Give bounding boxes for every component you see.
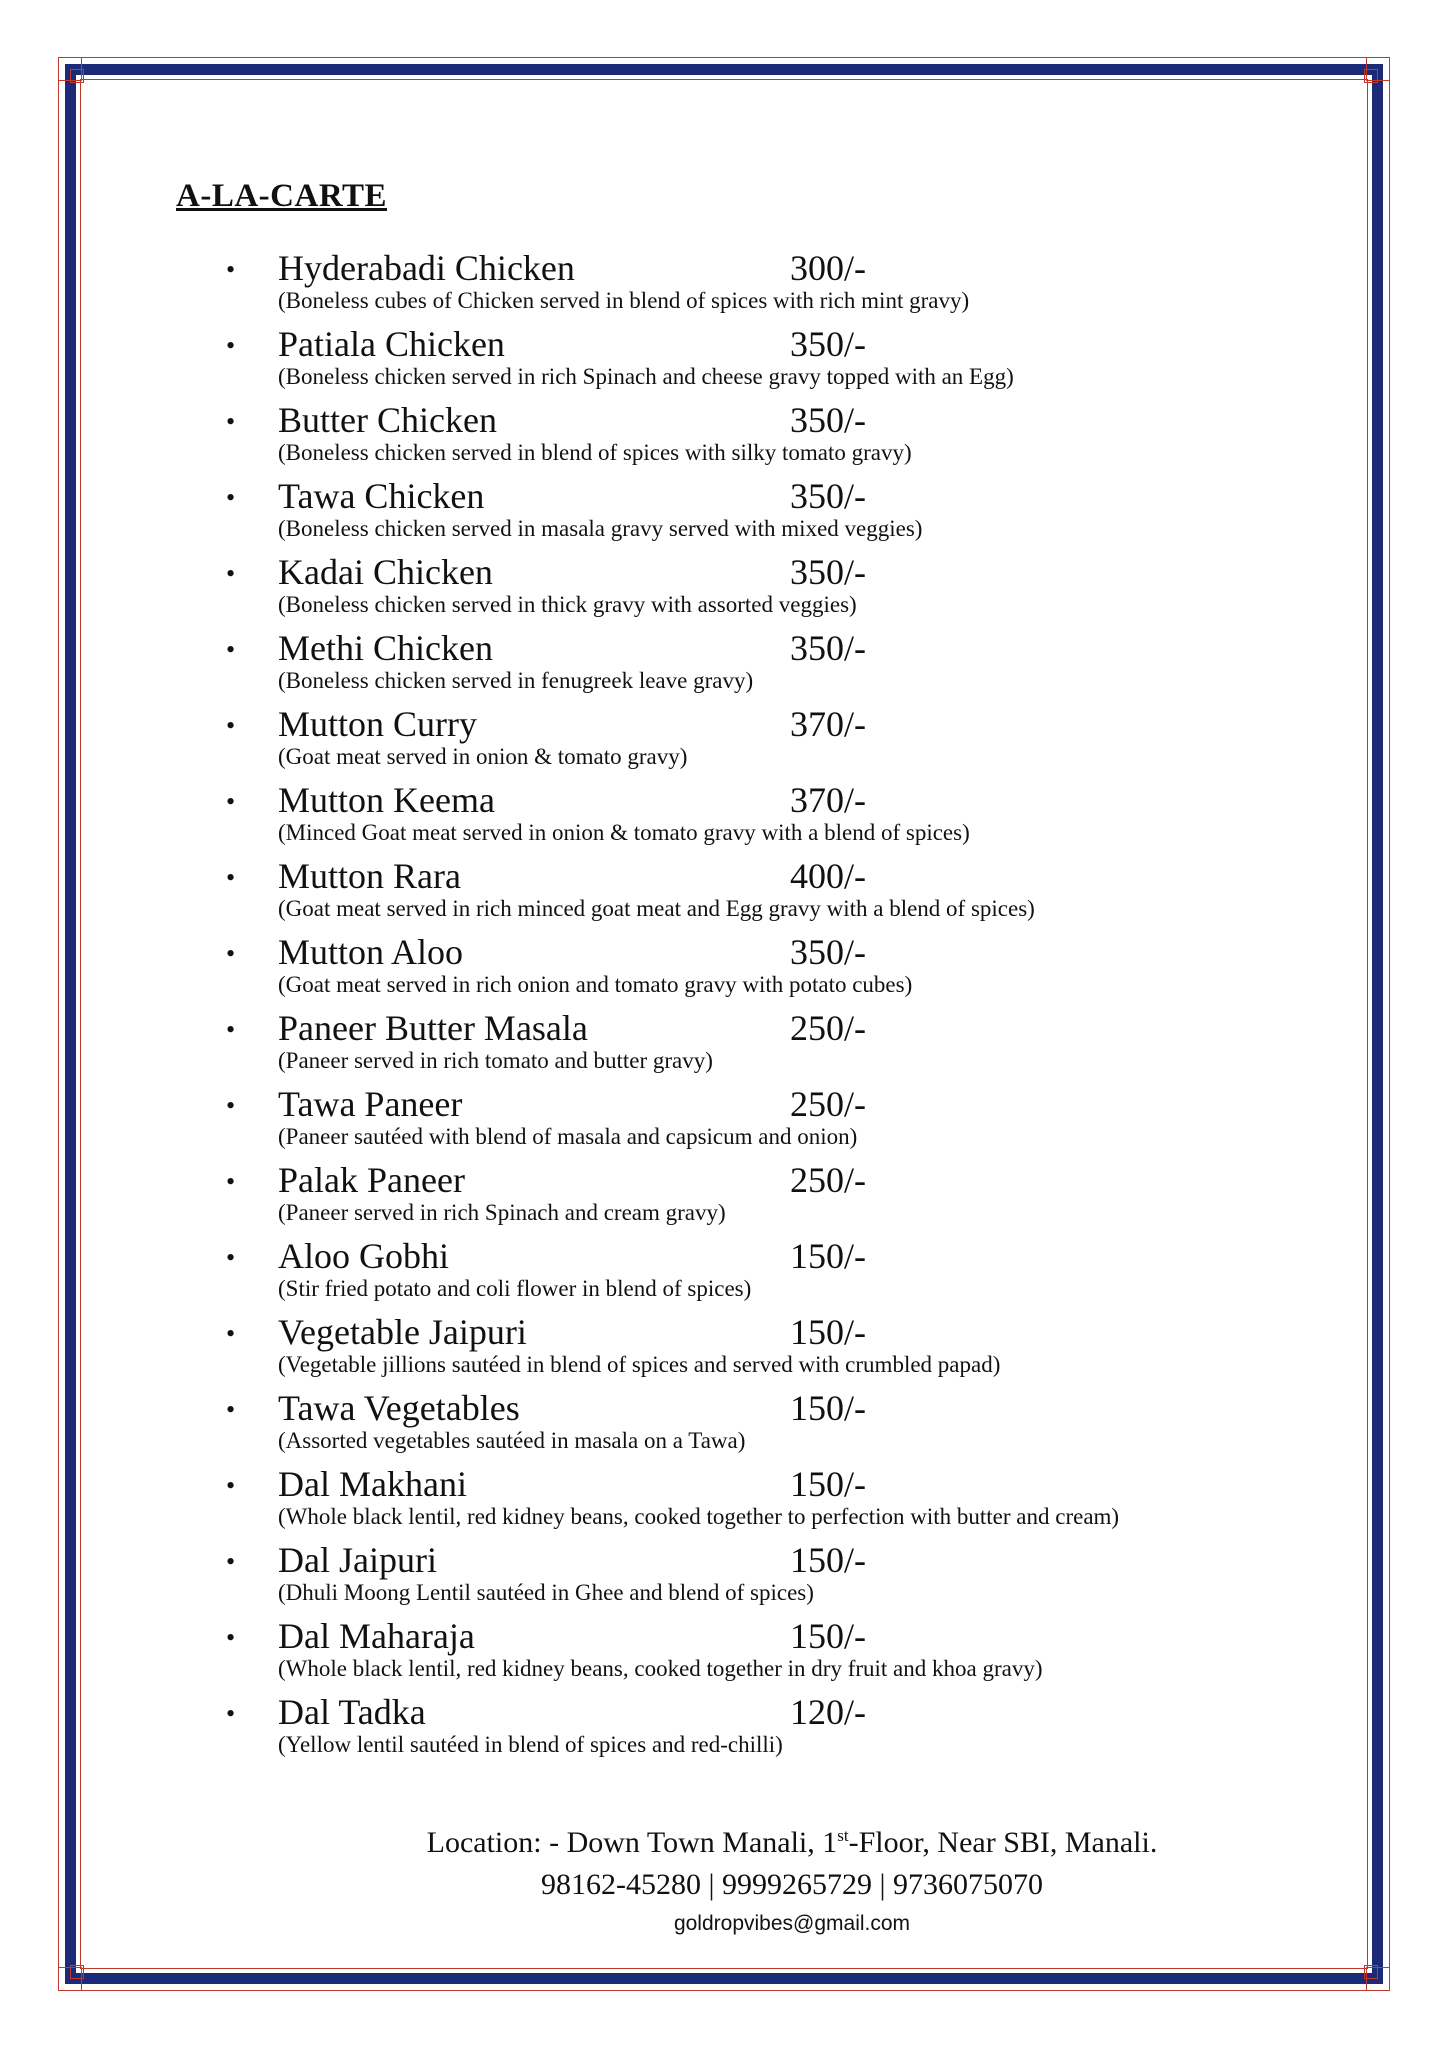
menu-item — [226, 1538, 1300, 1614]
menu-item — [226, 474, 1300, 550]
bullet-icon: • — [226, 787, 236, 816]
item-description: (Paneer sautéed with blend of masala and capsicum and onion) — [278, 1124, 858, 1149]
item-price: 300/- — [790, 248, 866, 288]
item-name: Tawa Paneer — [278, 1084, 463, 1124]
item-description: (Yellow lentil sautéed in blend of spices and red-chilli) — [278, 1732, 783, 1757]
bullet-icon: • — [226, 1623, 236, 1652]
item-name: Aloo Gobhi — [278, 1236, 449, 1276]
item-price: 120/- — [790, 1692, 866, 1732]
menu-item — [226, 1614, 1300, 1690]
item-description: (Boneless chicken served in rich Spinach and cheese gravy topped with an Egg) — [278, 364, 1014, 389]
item-price: 350/- — [790, 400, 866, 440]
item-price: 150/- — [790, 1464, 866, 1504]
menu-item — [226, 398, 1300, 474]
bullet-icon: • — [226, 711, 236, 740]
item-description: (Whole black lentil, red kidney beans, cooked together in dry fruit and khoa gravy) — [278, 1656, 1043, 1681]
bullet-icon: • — [226, 635, 236, 664]
item-description: (Dhuli Moong Lentil sautéed in Ghee and blend of spices) — [278, 1580, 814, 1605]
menu-item — [226, 1234, 1300, 1310]
item-description: (Minced Goat meat served in onion & tomato gravy with a blend of spices) — [278, 820, 970, 845]
menu-item — [226, 778, 1300, 854]
item-price: 400/- — [790, 856, 866, 896]
item-description: (Goat meat served in onion & tomato gravy) — [278, 744, 688, 769]
menu-item — [226, 854, 1300, 930]
bullet-icon: • — [226, 1319, 236, 1348]
footer-email: goldropvibes@gmail.com — [673, 1912, 911, 1935]
menu-item — [226, 702, 1300, 778]
location-suffix: -Floor, Near SBI, Manali. — [848, 1826, 1158, 1859]
item-name: Dal Maharaja — [278, 1616, 475, 1656]
menu-item — [226, 246, 1300, 322]
bullet-icon: • — [226, 559, 236, 588]
item-name: Methi Chicken — [278, 628, 493, 668]
item-price: 150/- — [790, 1540, 866, 1580]
bullet-icon: • — [226, 1547, 236, 1576]
item-name: Palak Paneer — [278, 1160, 465, 1200]
item-description: (Assorted vegetables sautéed in masala on a Tawa) — [278, 1428, 746, 1453]
item-price: 350/- — [790, 932, 866, 972]
item-name: Mutton Aloo — [278, 932, 464, 972]
item-name: Tawa Vegetables — [278, 1388, 520, 1428]
bullet-icon: • — [226, 939, 236, 968]
item-name: Kadai Chicken — [278, 552, 493, 592]
bullet-icon: • — [226, 255, 236, 284]
item-price: 250/- — [790, 1160, 866, 1200]
bullet-icon: • — [226, 1167, 236, 1196]
bullet-icon: • — [226, 1243, 236, 1272]
menu-item — [226, 1310, 1300, 1386]
menu-item — [226, 1006, 1300, 1082]
item-price: 250/- — [790, 1084, 866, 1124]
bullet-icon: • — [226, 1699, 236, 1728]
item-price: 150/- — [790, 1616, 866, 1656]
item-price: 350/- — [790, 324, 866, 364]
footer-location — [68, 1826, 1448, 1860]
item-description: (Boneless chicken served in thick gravy with assorted veggies) — [278, 592, 857, 617]
location-prefix: Location: - Down Town Manali, 1 — [426, 1826, 838, 1859]
item-description: (Boneless chicken served in masala gravy served with mixed veggies) — [278, 516, 923, 541]
item-description: (Goat meat served in rich minced goat meat and Egg gravy with a blend of spices) — [278, 896, 1035, 921]
item-name: Paneer Butter Masala — [278, 1008, 588, 1048]
menu-item — [226, 626, 1300, 702]
location-superscript: st — [837, 1826, 849, 1845]
bullet-icon: • — [226, 331, 236, 360]
item-price: 350/- — [790, 476, 866, 516]
item-name: Butter Chicken — [278, 400, 497, 440]
bullet-icon: • — [226, 1471, 236, 1500]
item-description: (Paneer served in rich tomato and butter gravy) — [278, 1048, 713, 1073]
bullet-icon: • — [226, 1395, 236, 1424]
bullet-icon: • — [226, 483, 236, 512]
item-description: (Boneless chicken served in fenugreek leave gravy) — [278, 668, 754, 693]
item-name: Hyderabadi Chicken — [278, 248, 575, 288]
menu-item — [226, 930, 1300, 1006]
menu-item — [226, 1690, 1300, 1766]
menu-heading: A-LA-CARTE — [176, 178, 388, 214]
item-name: Dal Tadka — [278, 1692, 426, 1732]
corner-ornament — [1364, 1965, 1378, 1979]
item-description: (Boneless chicken served in blend of spices with silky tomato gravy) — [278, 440, 912, 465]
menu-list — [226, 246, 1300, 1766]
menu-item — [226, 1082, 1300, 1158]
bullet-icon: • — [226, 407, 236, 436]
item-name: Patiala Chicken — [278, 324, 505, 364]
menu-item — [226, 1386, 1300, 1462]
item-price: 150/- — [790, 1388, 866, 1428]
item-name: Dal Jaipuri — [278, 1540, 437, 1580]
bullet-icon: • — [226, 1015, 236, 1044]
item-price: 350/- — [790, 628, 866, 668]
item-price: 150/- — [790, 1236, 866, 1276]
corner-ornament — [70, 1965, 84, 1979]
menu-item — [226, 322, 1300, 398]
menu-item — [226, 1462, 1300, 1538]
item-description: (Boneless cubes of Chicken served in blend of spices with rich mint gravy) — [278, 288, 970, 313]
bullet-icon: • — [226, 863, 236, 892]
item-price: 370/- — [790, 780, 866, 820]
corner-ornament — [1364, 69, 1378, 83]
item-price: 350/- — [790, 552, 866, 592]
item-description: (Goat meat served in rich onion and tomato gravy with potato cubes) — [278, 972, 913, 997]
footer-phones: 98162-45280 | 9999265729 | 9736075070 — [540, 1868, 1043, 1901]
item-price: 150/- — [790, 1312, 866, 1352]
bullet-icon: • — [226, 1091, 236, 1120]
item-name: Vegetable Jaipuri — [278, 1312, 527, 1352]
corner-ornament — [70, 69, 84, 83]
item-name: Dal Makhani — [278, 1464, 467, 1504]
item-description: (Paneer served in rich Spinach and cream gravy) — [278, 1200, 726, 1225]
item-name: Mutton Keema — [278, 780, 495, 820]
item-name: Mutton Curry — [278, 704, 478, 744]
item-name: Tawa Chicken — [278, 476, 485, 516]
item-price: 250/- — [790, 1008, 866, 1048]
item-description: (Stir fried potato and coli flower in blend of spices) — [278, 1276, 752, 1301]
menu-item — [226, 1158, 1300, 1234]
item-name: Mutton Rara — [278, 856, 461, 896]
item-price: 370/- — [790, 704, 866, 744]
item-description: (Whole black lentil, red kidney beans, cooked together to perfection with butter and cream) — [278, 1504, 1120, 1529]
menu-item — [226, 550, 1300, 626]
item-description: (Vegetable jillions sautéed in blend of spices and served with crumbled papad) — [278, 1352, 1001, 1377]
